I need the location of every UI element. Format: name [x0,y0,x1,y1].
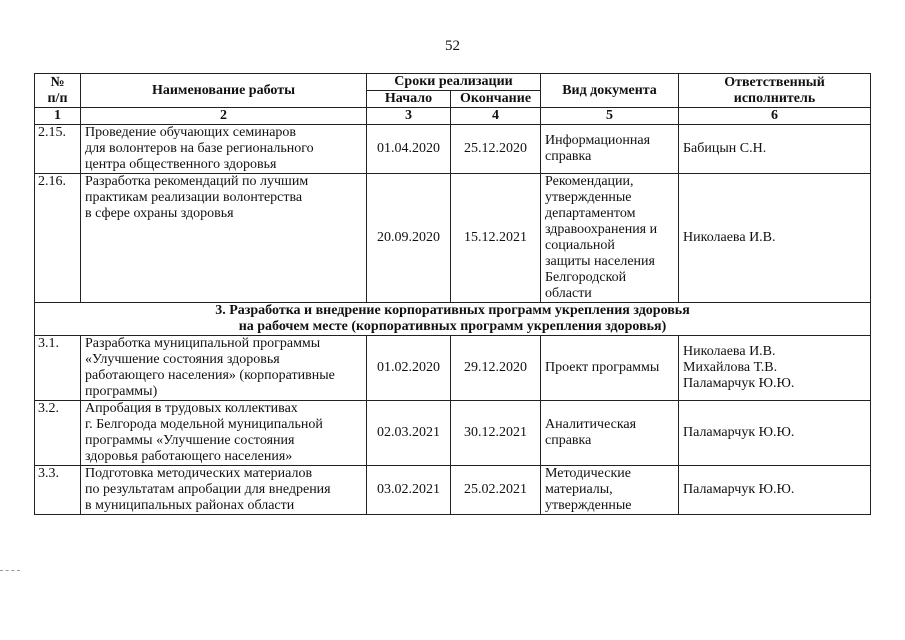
work-plan-table [34,73,871,515]
row-name-line: Разработка рекомендаций по лучшим [85,174,309,189]
table-row [35,336,871,401]
row-name-line: в муниципальных районах области [85,498,295,513]
row-name-line: «Улучшение состояния здоровья [85,352,280,367]
row-doc [541,466,679,515]
row-doc-line: Информационная [545,133,651,148]
header-exec [679,74,871,108]
row-num: 3.2. [35,401,81,466]
row-name-line: Проведение обучающих семинаров [85,125,297,140]
header-start: Начало [367,91,451,108]
row-name-line: программы) [85,384,158,399]
row-doc-line: справка [545,149,592,164]
column-number: 5 [541,108,679,125]
row-exec-line: Николаева И.В. [683,344,776,359]
row-name-line: для волонтеров на базе регионального [85,141,314,156]
row-doc-line: утвержденные [545,190,632,205]
row-start-date: 01.04.2020 [367,125,451,174]
header-exec-line1: Ответственный [724,74,825,90]
row-doc-line: департаментом [545,206,636,221]
row-start-date: 03.02.2021 [367,466,451,515]
row-doc-line: Проект программы [545,360,660,375]
row-doc [541,336,679,401]
header-terms: Сроки реализации [367,74,541,91]
row-exec-line: Паламарчук Ю.Ю. [683,425,795,440]
column-number: 6 [679,108,871,125]
row-exec-line: Николаева И.В. [683,230,776,245]
row-doc-line: Аналитическая [545,417,637,432]
table-row [35,174,871,303]
row-name [81,174,367,303]
row-doc-line: Рекомендации, [545,174,634,189]
row-num: 2.15. [35,125,81,174]
row-name-line: Разработка муниципальной программы [85,336,321,351]
header-end: Окончание [451,91,541,108]
row-end-date: 30.12.2021 [451,401,541,466]
row-end-date: 25.02.2021 [451,466,541,515]
table-row [35,401,871,466]
row-start-date: 02.03.2021 [367,401,451,466]
row-end-date: 15.12.2021 [451,174,541,303]
row-name-line: в сфере охраны здоровья [85,206,234,221]
row-doc [541,401,679,466]
column-number: 3 [367,108,451,125]
section-heading-line1: 3. Разработка и внедрение корпоративных программ укрепления здоровья [215,303,690,318]
row-name-line: Подготовка методических материалов [85,466,313,481]
row-name-line: программы «Улучшение состояния [85,433,295,448]
header-doc: Вид документа [541,74,679,108]
row-doc-line: материалы, [545,482,613,497]
row-start-date: 01.02.2020 [367,336,451,401]
header-num-line2: п/п [47,90,68,106]
row-doc-line: защиты населения [545,254,655,269]
column-numbers-row [35,108,871,125]
row-exec [679,336,871,401]
row-doc-line: Методические [545,466,631,481]
section-heading [35,303,871,336]
row-name-line: по результатам апробации для внедрения [85,482,331,497]
scan-margin-mark [0,570,20,572]
row-exec [679,174,871,303]
row-exec [679,466,871,515]
row-name [81,466,367,515]
row-name-line: практикам реализации волонтерства [85,190,303,205]
header-num [35,74,81,108]
row-doc [541,125,679,174]
row-exec-line: Паламарчук Ю.Ю. [683,482,795,497]
header-row-1 [35,74,871,91]
row-exec [679,401,871,466]
table-row [35,466,871,515]
row-name-line: г. Белгорода модельной муниципальной [85,417,323,432]
column-number: 1 [35,108,81,125]
row-num: 2.16. [35,174,81,303]
header-name: Наименование работы [81,74,367,108]
row-end-date: 25.12.2020 [451,125,541,174]
row-name-line: работающего населения» (корпоративные [85,368,335,383]
row-exec-line: Паламарчук Ю.Ю. [683,376,795,391]
header-num-line1: № [50,74,65,90]
row-name-line: центра общественного здоровья [85,157,277,172]
header-exec-line2: исполнитель [733,90,816,106]
row-name [81,401,367,466]
row-end-date: 29.12.2020 [451,336,541,401]
row-exec-line: Михайлова Т.В. [683,360,778,375]
row-exec [679,125,871,174]
row-doc [541,174,679,303]
row-doc-line: здравоохранения и [545,222,658,237]
section-heading-line2: на рабочем месте (корпоративных программ укрепления здоровья) [238,319,667,334]
column-number: 4 [451,108,541,125]
row-name-line: здоровья работающего населения» [85,449,293,464]
row-num: 3.1. [35,336,81,401]
section-row [35,303,871,336]
row-doc-line: области [545,286,592,301]
row-exec-line: Бабицын С.Н. [683,141,767,156]
row-doc-line: утвержденные [545,498,632,513]
column-number: 2 [81,108,367,125]
row-name-line: Апробация в трудовых коллективах [85,401,298,416]
row-num: 3.3. [35,466,81,515]
row-start-date: 20.09.2020 [367,174,451,303]
table-row [35,125,871,174]
row-doc-line: Белгородской [545,270,627,285]
page-number: 52 [445,38,460,54]
row-doc-line: справка [545,433,592,448]
row-name [81,125,367,174]
row-doc-line: социальной [545,238,615,253]
row-name [81,336,367,401]
